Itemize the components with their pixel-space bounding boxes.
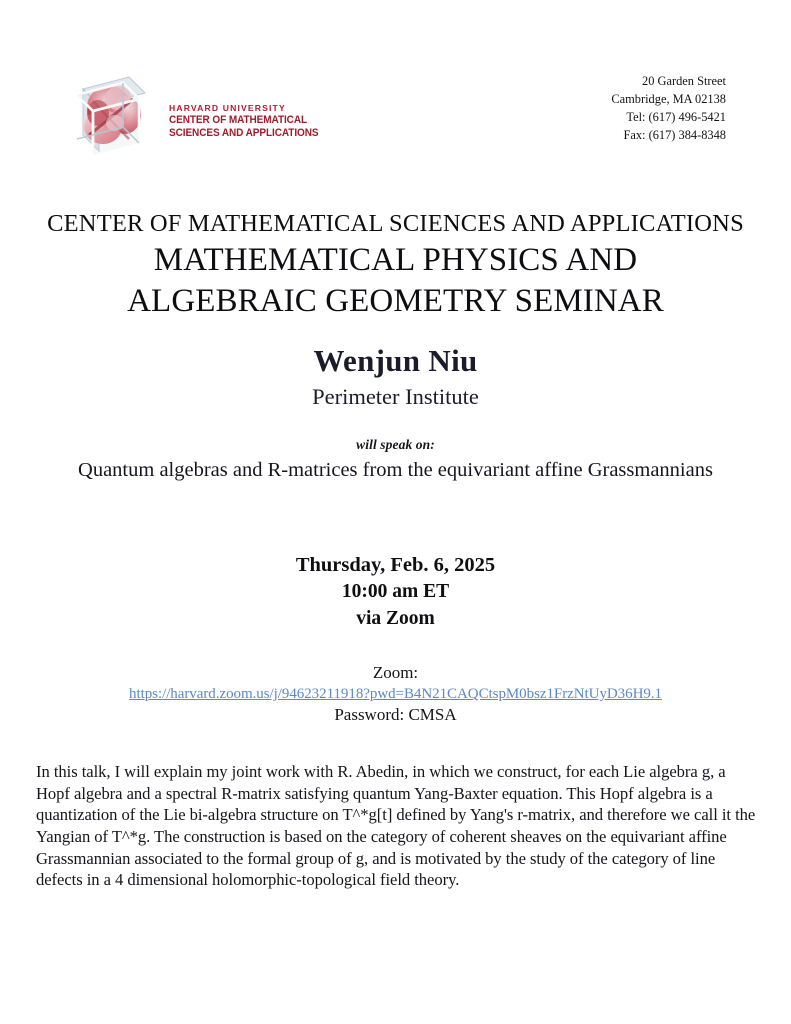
seminar-name	[0, 240, 791, 321]
event-time: 10:00 am ET	[341, 581, 450, 603]
speaker-block	[0, 342, 791, 411]
address-city: Cambridge, MA 02138	[611, 92, 726, 107]
logo-line-harvard: HARVARD UNIVERSITY	[169, 103, 286, 114]
seminar-name-line1: MATHEMATICAL PHYSICS AND	[153, 242, 638, 279]
when-block	[0, 552, 791, 633]
address-street: 20 Garden Street	[642, 74, 726, 88]
page-header	[0, 60, 791, 170]
talk-title: Quantum algebras and R-matrices from the equivariant affine Grassmannians	[78, 459, 713, 481]
cmsa-logo	[63, 65, 339, 161]
address-block	[611, 72, 726, 144]
seminar-name-line2: ALGEBRAIC GEOMETRY SEMINAR	[127, 282, 664, 319]
logo-line-sciences: SCIENCES AND APPLICATIONS	[169, 126, 319, 139]
cmsa-cube-surface-logo-icon	[63, 65, 159, 161]
zoom-password: Password: CMSA	[334, 705, 457, 725]
speaker-name: Wenjun Niu	[313, 343, 478, 378]
event-date: Thursday, Feb. 6, 2025	[295, 554, 496, 576]
title-block	[0, 210, 791, 321]
will-speak-on-label: will speak on:	[356, 437, 435, 452]
talk-block	[0, 437, 791, 483]
address-tel: Tel: (617) 496-5421	[626, 110, 726, 125]
cmsa-logo-text	[169, 86, 339, 139]
address-fax: Fax: (617) 384-8348	[623, 128, 726, 143]
zoom-link[interactable]: https://harvard.zoom.us/j/94623211918?pwd=B4N21CAQCtspM0bsz1FrzNtUyD36H9.1	[129, 686, 662, 703]
abstract-text: In this talk, I will explain my joint work with R. Abedin, in which we construct, for each Lie algebra g, a Hopf algebra and a spectral R-matrix satisfying quantum Yang-Baxter equation. This Hopf algebra is a quantization of the Lie bi-algebra structure on T^*g[t] defined by Yang's r-matrix, and therefore we call it the Yangian of T^*g. The construction is based on the category of coherent sheaves on the equivariant affine Grassmannian associated to the formal group of g, and is motivated by the study of the category of line defects in a 4 dimensional holomorphic-topological field theory.	[36, 762, 756, 890]
speaker-affiliation: Perimeter Institute	[312, 384, 479, 410]
zoom-label: Zoom:	[372, 663, 419, 682]
center-name: CENTER OF MATHEMATICAL SCIENCES AND APPLICATIONS	[47, 210, 744, 237]
zoom-block	[0, 662, 791, 727]
event-location: via Zoom	[356, 607, 435, 629]
logo-line-center: CENTER OF MATHEMATICAL	[169, 114, 308, 127]
